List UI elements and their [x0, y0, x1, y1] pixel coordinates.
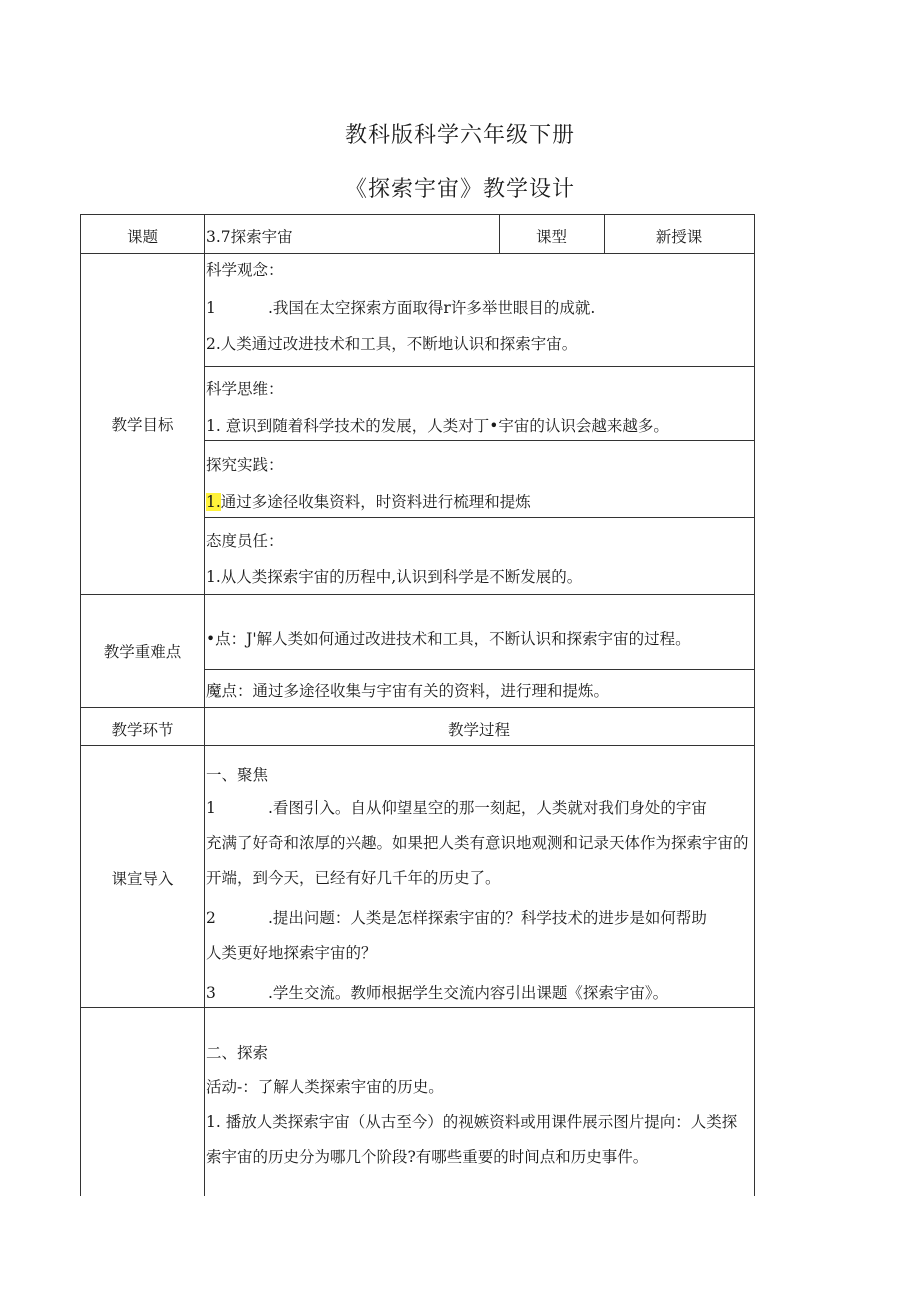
thinking-item-1: 1. 意识到随着科学技术的发展，人类对丁•宇宙的认识会越来越多。: [206, 417, 669, 435]
row-divider: [204, 366, 754, 367]
concept-item-1: 1 .我国在太空探索方面取得r许多举世眼目的成就.: [206, 299, 596, 317]
difficult-point-text: 魔点：通过多途径收集与宇宙有关的资料，进行理和提炼。: [206, 682, 610, 700]
practice-heading: 探究实践：: [206, 456, 284, 474]
concept-item-2: 2.人类通过改进技术和工具，不断地认识和探索宇宙。: [206, 335, 578, 353]
row-divider: [204, 517, 754, 518]
attitude-heading: 态度员任：: [206, 532, 284, 550]
row-divider: [204, 440, 754, 441]
row-divider: [204, 669, 754, 670]
explore-heading: 二、探索: [206, 1044, 269, 1062]
row-divider: [81, 1007, 754, 1008]
column-divider: [204, 215, 205, 1196]
intro-item-1: 1 .看图引入。自从仰望星空的那一刻起，人类就对我们身处的宇宙 充满了好奇和浓厚的兴趣。如果把人类有意识地观测和记录天体作为探索宇宙的开端，到今天，已经有好几千年的历史了。: [206, 799, 749, 887]
topic-value: 3.7探索宇宙: [206, 228, 293, 246]
label-lesson-type: 课型: [535, 228, 567, 246]
thinking-heading: 科学思维：: [206, 380, 284, 398]
label-teaching-goals: 教学目标: [111, 416, 174, 434]
intro-item-2: 2 .提出问题：人类是怎样探索宇宙的？科学技术的进步是如何帮助 人类更好地探索宇宙的？: [206, 909, 707, 962]
document-subtitle: 《探索宇宙》教学设计: [344, 177, 575, 202]
attitude-item-1: 1.从人类探索宇宙的历程中,认识到科学是不断发展的。: [206, 568, 583, 586]
lesson-plan-table: [80, 214, 755, 1196]
label-teaching-process: 教学过程: [447, 721, 510, 739]
explore-item-1: 1. 播放人类探索宇宙（从古至今）的视嫉资料或用课件展示图片提向：人类探索宇宙的历史分为哪几个阶段?有哪些重要的时间点和历史事件。: [206, 1113, 738, 1166]
row-divider: [81, 594, 754, 595]
key-point-text: •点：J'解人类如何通过改进技术和工具，不断认识和探索宇宙的过程。: [206, 630, 691, 648]
label-teaching-stage: 教学环节: [111, 721, 174, 739]
intro-heading: 一、聚焦: [206, 766, 269, 784]
label-key-points: 教学重难点: [103, 643, 182, 661]
document-title: 教科版科学六年级下册: [344, 123, 575, 148]
intro-item-3: 3 .学生交流。教师根据学生交流内容引出课题《探索宇宙》。: [206, 984, 669, 1002]
row-divider: [81, 253, 754, 254]
concept-heading: 科学观念：: [206, 261, 284, 279]
row-divider: [81, 745, 754, 746]
label-topic: 课题: [126, 228, 158, 246]
explore-activity: 活动-：了解人类探索宇宙的历史。: [206, 1078, 444, 1096]
practice-item-1: 1.通过多途径收集资料，时资料进行梳理和提炼: [206, 493, 531, 511]
row-divider: [81, 707, 754, 708]
lesson-type-value: 新授课: [655, 228, 703, 246]
label-class-intro: 课宣导入: [111, 870, 174, 888]
